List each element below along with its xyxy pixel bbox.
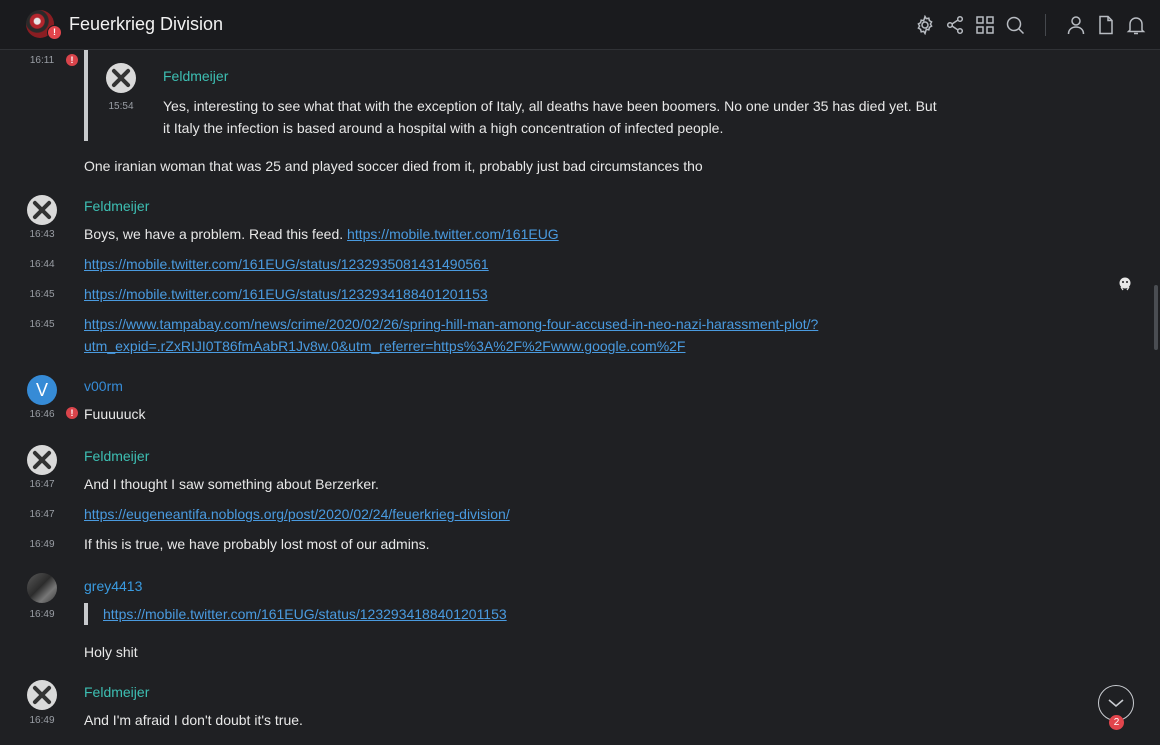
- avatar[interactable]: V: [27, 375, 57, 405]
- message-timeline[interactable]: [0, 50, 1160, 745]
- message-timestamp[interactable]: 16:11: [29, 55, 55, 66]
- share-button[interactable]: [945, 15, 965, 35]
- quoted-link[interactable]: https://mobile.twitter.com/161EUG/status/1232934188401201153: [103, 606, 507, 622]
- quoted-sender-avatar[interactable]: [106, 63, 136, 93]
- quote-bar: [84, 603, 88, 625]
- message-timestamp[interactable]: 16:47: [29, 509, 55, 520]
- message-body: [84, 253, 489, 275]
- room-warning-badge: !: [47, 25, 62, 40]
- quoted-sender-name[interactable]: Feldmeijer: [163, 68, 229, 84]
- members-button[interactable]: [1066, 15, 1086, 35]
- sender-name[interactable]: Feldmeijer: [84, 198, 150, 214]
- message-link[interactable]: https://mobile.twitter.com/161EUG: [347, 226, 559, 242]
- gear-icon: [915, 15, 935, 35]
- message-timestamp[interactable]: 16:43: [29, 229, 55, 240]
- avatar[interactable]: [27, 195, 57, 225]
- quoted-link-text: [103, 603, 507, 625]
- quoted-timestamp: 15:54: [108, 101, 134, 112]
- share-icon: [945, 15, 965, 35]
- message-body: [84, 503, 510, 525]
- reaction-icon[interactable]: [1117, 277, 1133, 291]
- message-body-continued: [84, 335, 685, 357]
- message-timestamp[interactable]: 16:49: [29, 609, 55, 620]
- message-timestamp[interactable]: 16:45: [29, 289, 55, 300]
- message-timestamp[interactable]: 16:44: [29, 259, 55, 270]
- unread-count-badge: 2: [1109, 715, 1124, 730]
- avatar[interactable]: [27, 680, 57, 710]
- notifications-button[interactable]: [1126, 15, 1146, 35]
- avatar[interactable]: [27, 445, 57, 475]
- message-timestamp[interactable]: 16:46: [29, 409, 55, 420]
- toolbar-divider: [1045, 14, 1046, 36]
- widgets-button[interactable]: [975, 15, 995, 35]
- search-button[interactable]: [1005, 15, 1025, 35]
- message-timestamp[interactable]: 16:45: [29, 319, 55, 330]
- message-link[interactable]: https://eugeneantifa.noblogs.org/post/2020/02/24/feuerkrieg-division/: [84, 506, 510, 522]
- message-link-continued[interactable]: utm_expid=.rZxRIJI0T86fmAabR1Jv8w.0&utm_referrer=https%3A%2F%2Fwww.google.com%2F: [84, 338, 686, 354]
- message-body: [84, 283, 488, 305]
- message-body: [84, 313, 818, 335]
- file-icon: [1096, 15, 1116, 35]
- message-body: One iranian woman that was 25 and played soccer died from it, probably just bad circumstances tho: [84, 158, 703, 174]
- message-body: Fuuuuuck: [84, 406, 146, 422]
- room-title[interactable]: Feuerkrieg Division: [69, 14, 224, 34]
- message-body: And I'm afraid I don't doubt it's true.: [84, 712, 303, 728]
- chevron-down-icon: [1106, 693, 1126, 713]
- message-body: Holy shit: [84, 644, 138, 660]
- header-toolbar: [915, 12, 1146, 38]
- settings-button[interactable]: [915, 15, 935, 35]
- search-icon: [1005, 15, 1025, 35]
- message-link[interactable]: https://mobile.twitter.com/161EUG/status/1232934188401201153: [84, 286, 488, 302]
- files-button[interactable]: [1096, 15, 1116, 35]
- message-link[interactable]: https://www.tampabay.com/news/crime/2020/02/26/spring-hill-man-among-four-accused-in-neo-nazi-harassment-plot/?: [84, 316, 819, 332]
- message-body: And I thought I saw something about Berzerker.: [84, 476, 379, 492]
- timeline-scrollbar[interactable]: [1154, 285, 1158, 350]
- quoted-text-line1: Yes, interesting to see what that with the exception of Italy, all deaths have been boomers. No one under 35 has died yet. But: [163, 98, 937, 114]
- message-body: If this is true, we have probably lost most of our admins.: [84, 536, 430, 552]
- room-header: [0, 0, 1160, 50]
- sender-name[interactable]: grey4413: [84, 578, 143, 594]
- person-icon: [1066, 15, 1086, 35]
- message-timestamp[interactable]: 16:49: [29, 715, 55, 726]
- grid-icon: [975, 15, 995, 35]
- bell-icon: [1126, 15, 1146, 35]
- message-timestamp[interactable]: 16:47: [29, 479, 55, 490]
- sender-name[interactable]: Feldmeijer: [84, 684, 150, 700]
- message-body: [84, 223, 559, 245]
- avatar[interactable]: [27, 573, 57, 603]
- warning-icon[interactable]: !: [66, 407, 78, 419]
- warning-icon[interactable]: !: [66, 54, 78, 66]
- message-text: Boys, we have a problem. Read this feed.: [84, 226, 348, 242]
- sender-name[interactable]: v00rm: [84, 378, 123, 394]
- message-timestamp[interactable]: 16:49: [29, 539, 55, 550]
- quoted-text-line2: it Italy the infection is based around a hospital with a high concentration of infected people.: [163, 120, 724, 136]
- quote-bar: [84, 50, 88, 141]
- sender-name[interactable]: Feldmeijer: [84, 448, 150, 464]
- message-link[interactable]: https://mobile.twitter.com/161EUG/status/1232935081431490561: [84, 256, 489, 272]
